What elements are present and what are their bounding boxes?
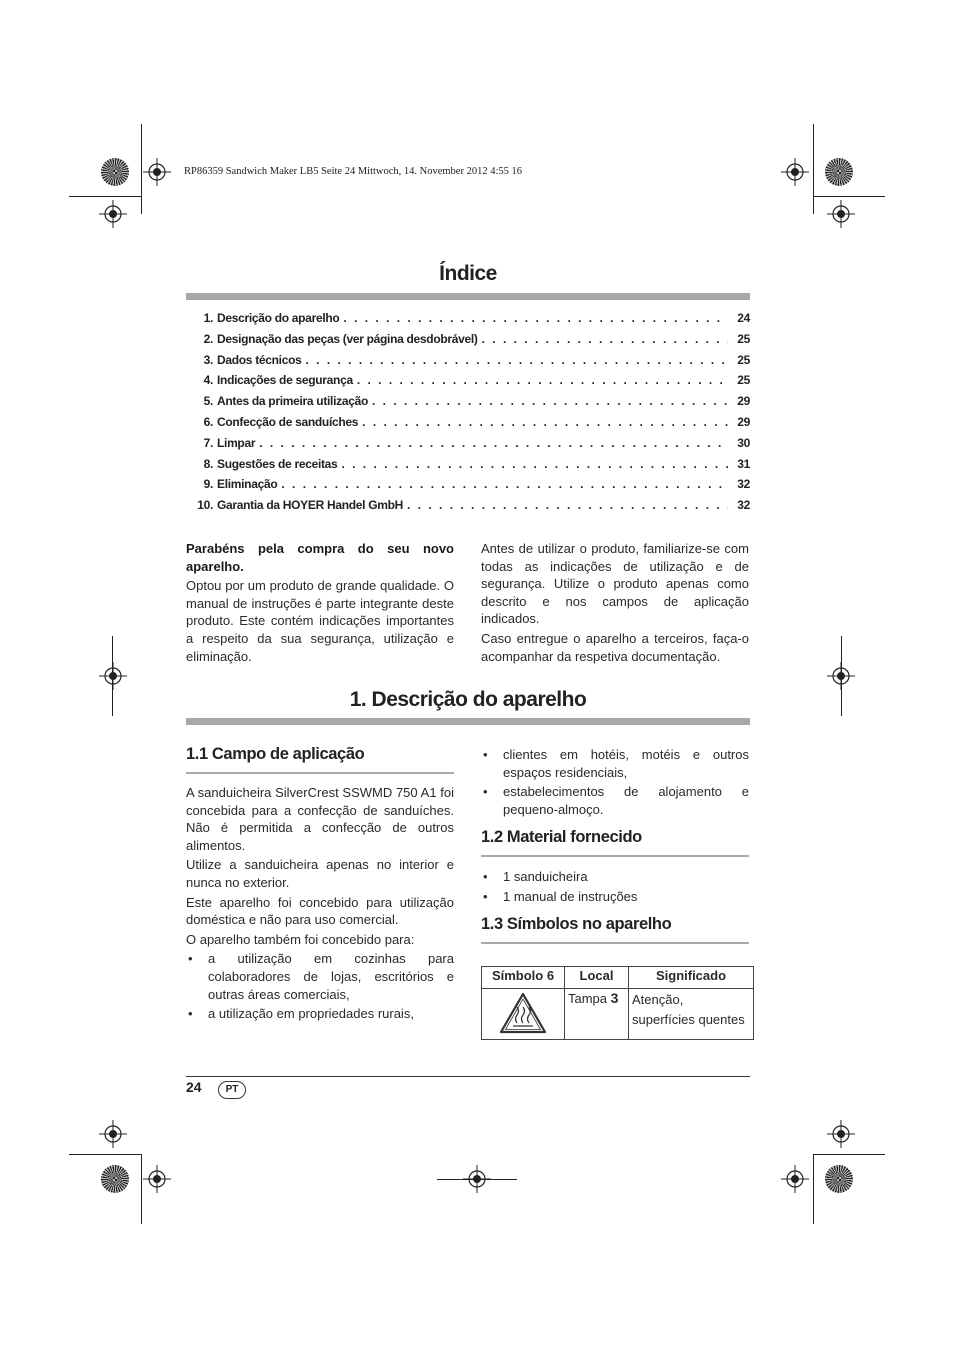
toc-label: Confecção de sanduíches (217, 414, 359, 429)
toc-label: Designação das peças (ver página desdobrável) (217, 331, 478, 346)
toc-page: 24 (737, 311, 750, 325)
intro-right-column (481, 540, 749, 667)
usage-text: O aparelho também foi concebido para: (186, 931, 415, 947)
toc-label: Sugestões de receitas (217, 456, 338, 471)
registration-mark-icon (143, 1165, 171, 1193)
list-item: • 1 manual de instruções (481, 888, 749, 906)
registration-mark-icon (781, 1165, 809, 1193)
usage-column-left (186, 784, 454, 1025)
list-item: • a utilização em cozinhas para colaboradores de lojas, escritórios e outras áreas comerciais, (186, 950, 454, 1003)
crop-line (141, 1154, 142, 1224)
toc-entry[interactable] (186, 373, 750, 394)
table-header: Significado (629, 967, 754, 989)
toc-number: 10. (197, 498, 213, 513)
toc-entry[interactable] (186, 311, 750, 332)
toc-label: Eliminação (217, 477, 278, 492)
crop-line (813, 1154, 885, 1155)
registration-mark-icon (781, 158, 809, 186)
toc-entry[interactable] (186, 353, 750, 374)
footer-rule (186, 1076, 750, 1077)
subsection-heading: 1.1 Campo de aplicação (186, 745, 365, 763)
subsection-heading: 1.3 Símbolos no aparelho (481, 915, 672, 933)
color-rosette (101, 158, 129, 186)
intro-text: Optou por um produto de grande qualidade. O manual de instruções é parte integrante deste produto. Este contém indicações importantes a respeito da sua segurança, utilização e eliminação. (186, 578, 454, 664)
toc-number: 8. (203, 456, 213, 471)
intro-text: Caso entregue o aparelho a terceiros, faça-o acompanhar da respetiva documentação. (481, 630, 749, 664)
meaning-cell (629, 989, 754, 1040)
symbols-table (481, 966, 754, 1040)
subsection-rule (481, 942, 749, 944)
toc-label: Descrição do aparelho (217, 311, 340, 325)
usage-text: Utilize a sanduicheira apenas no interior e nunca no exterior. (186, 857, 454, 890)
registration-mark-icon (143, 158, 171, 186)
language-badge: PT (218, 1081, 246, 1099)
subsection-heading: 1.2 Material fornecido (481, 828, 642, 846)
toc-leader (306, 353, 729, 367)
list-item: • a utilização em propriedades rurais, (186, 1005, 454, 1023)
supplied-items (481, 868, 749, 907)
toc-label: Garantia da HOYER Handel GmbH (217, 498, 404, 513)
registration-mark-icon (99, 200, 127, 228)
toc-number: 2. (203, 331, 213, 346)
toc-entry[interactable] (186, 498, 750, 519)
toc-number: 1. (203, 311, 213, 325)
toc-leader (372, 394, 728, 408)
table-header-row (482, 967, 754, 989)
location-text: Tampa (568, 991, 608, 1006)
toc-entry[interactable] (186, 477, 750, 498)
crop-line (813, 1154, 814, 1224)
color-rosette (825, 158, 853, 186)
toc-page: 25 (737, 352, 750, 367)
registration-mark-icon (827, 1120, 855, 1148)
location-cell (565, 989, 629, 1040)
toc-page: 32 (737, 477, 750, 492)
toc-leader (281, 477, 728, 491)
toc-page: 31 (737, 456, 750, 471)
usage-list (481, 746, 749, 818)
crop-line (141, 124, 142, 214)
toc-entry[interactable] (186, 332, 750, 353)
toc-label: Antes da primeira utilização (217, 394, 368, 409)
intro-heading: Parabéns pela compra do seu novo aparelho. (186, 541, 454, 574)
toc-leader (407, 498, 728, 512)
toc-label: Limpar (217, 435, 256, 450)
usage-list (186, 950, 454, 1022)
toc-leader (341, 457, 728, 471)
table-header: Local (565, 967, 629, 989)
crop-line (112, 636, 113, 716)
color-rosette (825, 1165, 853, 1193)
toc-leader (482, 332, 728, 346)
supplied-list (481, 868, 749, 905)
usage-column-right (481, 746, 749, 820)
meaning-text: Atenção, (632, 992, 684, 1007)
section-title-bar (186, 718, 750, 725)
table-row (482, 989, 754, 1040)
toc-number: 5. (203, 394, 213, 409)
hot-surface-warning-icon (498, 991, 548, 1035)
toc-number: 4. (203, 373, 213, 388)
toc-leader (343, 311, 728, 325)
table-of-contents (186, 311, 750, 519)
toc-page: 32 (737, 498, 750, 513)
toc-label: Indicações de segurança (217, 373, 353, 388)
print-slug: RP86359 Sandwich Maker LB5 Seite 24 Mittwoch, 14. November 2012 4:55 16 (184, 166, 523, 177)
registration-mark-icon (99, 1120, 127, 1148)
toc-number: 3. (203, 352, 213, 367)
intro-left-column (186, 540, 454, 667)
toc-leader (357, 373, 728, 387)
toc-label: Dados técnicos (217, 352, 302, 367)
crop-line (841, 636, 842, 716)
toc-leader (259, 436, 728, 450)
meaning-text: superfícies quentes (632, 1012, 745, 1027)
crop-line (813, 124, 814, 214)
crop-line (813, 196, 885, 197)
usage-text: Este aparelho foi concebido para utilização doméstica e não para uso comercial. (186, 894, 454, 928)
intro-text: Antes de utilizar o produto, familiarize-se com todas as indicações de utilização e de segurança. Utilize o produto apenas como descrito e nos campos de aplicação indicados. (481, 541, 749, 627)
toc-number: 6. (203, 414, 213, 429)
toc-page: 29 (737, 394, 750, 409)
crop-line (69, 196, 141, 197)
registration-mark-icon (827, 200, 855, 228)
crop-line (69, 1154, 141, 1155)
toc-leader (362, 415, 728, 429)
toc-entry[interactable] (186, 436, 750, 457)
section-title: 1. Descrição do aparelho (349, 688, 587, 711)
subsection-rule (186, 772, 454, 774)
toc-page: 25 (737, 331, 750, 346)
table-header: Símbolo 6 (482, 967, 565, 989)
list-item: • estabelecimentos de alojamento e pequeno-almoço. (481, 783, 749, 818)
registration-mark-icon (99, 662, 127, 690)
index-title-bar (186, 293, 750, 300)
toc-page: 25 (737, 373, 750, 388)
toc-page: 29 (737, 414, 750, 429)
index-title: Índice (439, 262, 497, 285)
toc-entry[interactable] (186, 457, 750, 478)
page-number: 24 (186, 1079, 202, 1095)
toc-number: 9. (203, 477, 213, 492)
crop-line (437, 1179, 517, 1180)
toc-number: 7. (203, 435, 213, 450)
toc-entry[interactable] (186, 394, 750, 415)
toc-entry[interactable] (186, 415, 750, 436)
color-rosette (101, 1165, 129, 1193)
symbol-cell (482, 989, 565, 1040)
usage-text: A sanduicheira SilverCrest SSWMD 750 A1 foi concebida para a confecção de sanduíches. Não é permitida a confecção de outros alimentos. (186, 785, 454, 853)
list-item: • 1 sanduicheira (481, 868, 749, 886)
list-item: • clientes em hotéis, motéis e outros espaços residenciais, (481, 746, 749, 781)
toc-page: 30 (737, 435, 750, 450)
location-number: 3 (610, 990, 619, 1006)
subsection-rule (481, 855, 749, 857)
